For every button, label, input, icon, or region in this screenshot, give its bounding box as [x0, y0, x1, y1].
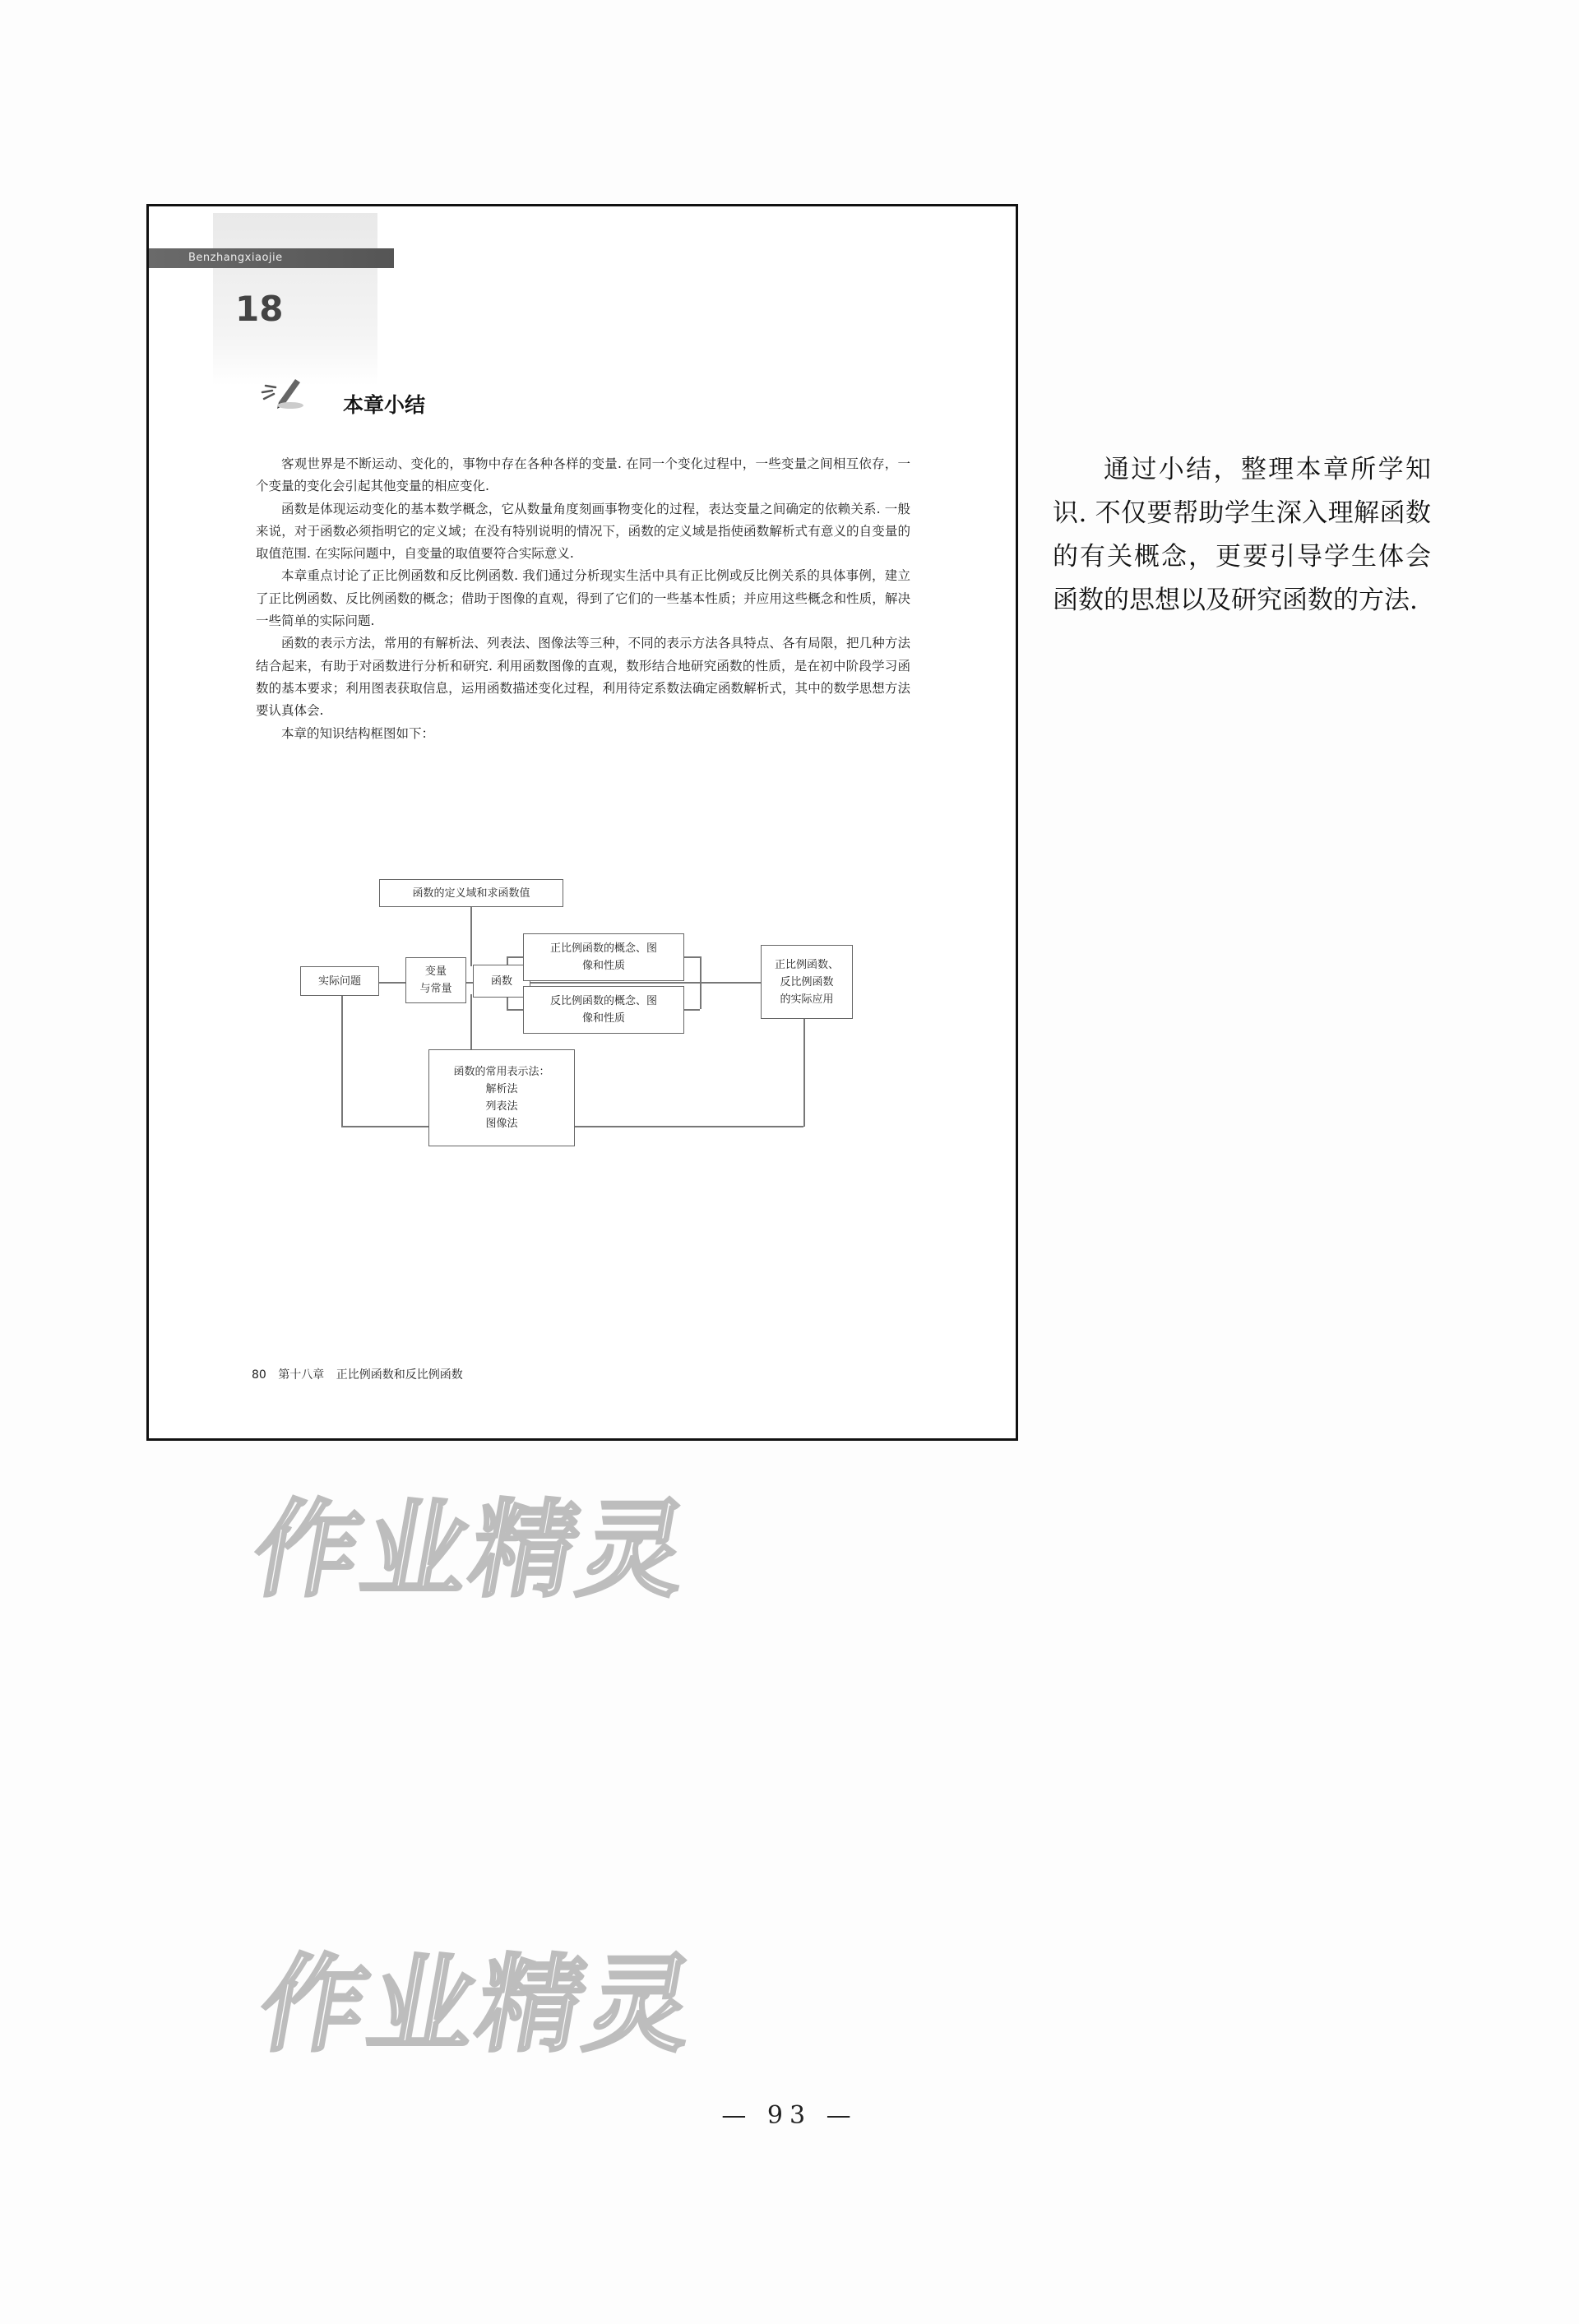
variable-label: 变量 [424, 965, 447, 978]
inset-page-number: 80 [252, 1368, 266, 1382]
summary-text [256, 453, 910, 745]
direct-line-2: 像和性质 [581, 960, 625, 972]
constant-label: 与常量 [419, 983, 452, 995]
inverse-line-1: 反比例函数的概念、图 [549, 995, 657, 1007]
representation-title: 函数的常用表示法： [453, 1066, 550, 1078]
side-note-text: 通过小结，整理本章所学知识. 不仅要帮助学生深入理解函数的有关概念，更要引导学生体会函数的思想以及研究函数的方法. [1053, 455, 1431, 615]
connector-merge-bottom [683, 1009, 700, 1011]
application-line-3: 的实际应用 [780, 993, 834, 1006]
textbook-page-inset [146, 204, 1018, 1441]
inset-footer [252, 1366, 471, 1382]
inset-chapter: 第十八章 [278, 1368, 325, 1382]
connector-branch-bottom [507, 1009, 523, 1011]
representation-analytic: 解析法 [485, 1083, 518, 1095]
inverse-proportion-box [523, 986, 684, 1034]
application-line-1: 正比例函数、 [774, 958, 839, 971]
chapter-label-bar: Benzhangxiaojie [149, 248, 394, 268]
practical-problem-box: 实际问题 [300, 966, 379, 996]
connector-loop-right [803, 1002, 805, 1127]
paragraph-3: 本章重点讨论了正比例函数和反比例函数. 我们通过分析现实生活中具有正比例或反比例关系的具体事例，建立了正比例函数、反比例函数的概念；借助于图像的直观，得到了它们的一些基本性质；并应用这些概念和性质，解决一些简单的实际问题. [256, 568, 910, 629]
variable-constant-box [405, 957, 466, 1003]
page-number: — 93 — [721, 2101, 858, 2130]
knowledge-structure-diagram [272, 879, 930, 1192]
direct-line-1: 正比例函数的概念、图 [549, 942, 657, 955]
inverse-line-2: 像和性质 [581, 1012, 625, 1025]
pen-icon [257, 369, 305, 410]
direct-proportion-box [523, 933, 684, 981]
paragraph-4: 函数的表示方法，常用的有解析法、列表法、图像法等三种，不同的表示方法各具特点、各有局限，把几种方法结合起来，有助于对函数进行分析和研究. 利用函数图像的直观，数形结合地研究函数的性质，是在初中阶段学习函数的基本要求；利用图表获取信息，运用函数描述变化过程，利用待定系数法确定函数解析式，其中的数学思想方法要认真体会. [256, 636, 910, 719]
chapter-number: 18 [235, 289, 284, 329]
connector-loop-left [341, 994, 343, 1126]
paragraph-2: 函数是体现运动变化的基本数学概念，它从数量角度刻画事物变化的过程，表达变量之间确定的依赖关系. 一般来说，对于函数必须指明它的定义域；在没有特别说明的情况下，函数的定义域是指使函数解析式有意义的自变量的取值范围. 在实际问题中，自变量的取值要符合实际意义. [256, 501, 910, 562]
representation-table: 列表法 [485, 1100, 518, 1113]
representation-box [428, 1049, 575, 1146]
application-box [761, 945, 853, 1019]
inset-chapter-title: 正比例函数和反比例函数 [336, 1368, 463, 1382]
representation-graph: 图像法 [485, 1118, 518, 1130]
section-title: 本章小结 [343, 393, 426, 417]
paragraph-5: 本章的知识结构框图如下： [281, 725, 435, 741]
application-line-2: 反比例函数 [780, 975, 834, 988]
connector-branch-top [507, 956, 523, 958]
connector-merge [700, 956, 702, 1009]
paragraph-1: 客观世界是不断运动、变化的，事物中存在各种各样的变量. 在同一个变化过程中，一些变量之间相互依存，一个变量的变化会引起其他变量的相应变化. [256, 456, 910, 494]
connector-merge-top [683, 956, 700, 958]
domain-box: 函数的定义域和求函数值 [379, 879, 563, 907]
watermark-top: 作业精灵 [243, 1489, 701, 1612]
side-note [1053, 448, 1431, 623]
function-box: 函数 [473, 965, 530, 998]
watermark-bottom: 作业精灵 [250, 1944, 707, 2067]
